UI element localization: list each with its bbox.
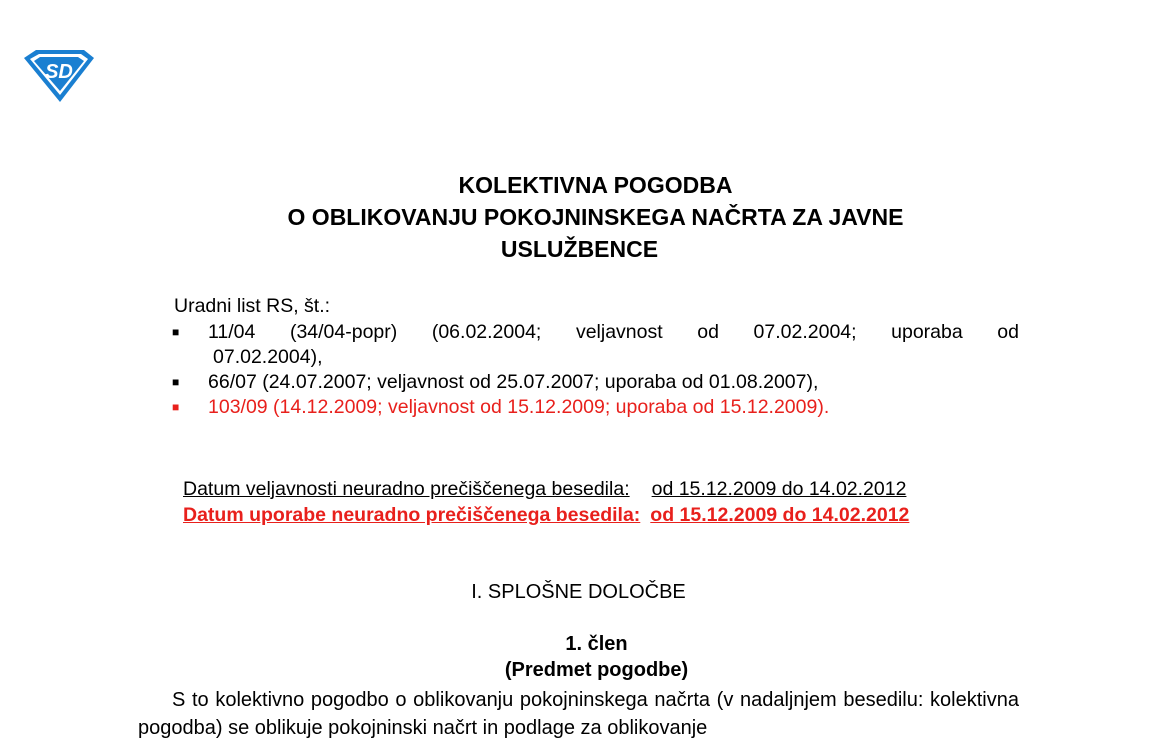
article-heading: (Predmet pogodbe): [504, 659, 689, 681]
article-body: S to kolektivno pogodbo o oblikovanju pokojninskega načrta (v nadaljnjem besedilu: kolektivna pogodba) se oblikuje pokojninski načrt in podlage za oblikovanje: [138, 689, 1019, 739]
use-row: [183, 502, 909, 528]
gazette-entry-text: 103/09 (14.12.2009; veljavnost od 15.12.2009; uporaba od 15.12.2009).: [208, 396, 830, 418]
document-title-line-3: USLUŽBENCE: [500, 236, 659, 262]
document-title-line-1: KOLEKTIVNA POGODBA: [458, 172, 733, 198]
bullet-icon: ■: [172, 325, 180, 339]
gazette-entry-text: 11/04 (34/04-popr) (06.02.2004; veljavnost od 07.02.2004; uporaba od: [208, 321, 1019, 343]
use-value: od 15.12.2009 do 14.02.2012: [650, 504, 910, 526]
gazette-entry-continuation: 07.02.2004),: [213, 346, 323, 368]
gazette-entry-current: [172, 395, 1019, 420]
gazette-heading: Uradni list RS, št.:: [174, 295, 331, 317]
validity-label: Datum veljavnosti neuradno prečiščenega besedila:: [183, 478, 630, 500]
gazette-list: [172, 320, 1019, 420]
gazette-entry: [172, 320, 1019, 370]
use-label: Datum uporabe neuradno prečiščenega besedila:: [183, 504, 641, 526]
gazette-entry: [172, 370, 1019, 395]
section-heading: I. SPLOŠNE DOLOČBE: [471, 581, 686, 603]
logo-letters: SD: [45, 61, 73, 83]
bullet-icon: ■: [172, 400, 180, 414]
validity-row: [183, 476, 909, 502]
validity-dates: [183, 476, 909, 528]
gazette-entry-text: 66/07 (24.07.2007; veljavnost od 25.07.2007; uporaba od 01.08.2007),: [208, 371, 819, 393]
sd-logo: [22, 48, 96, 104]
validity-value: od 15.12.2009 do 14.02.2012: [651, 478, 907, 500]
document-title-line-2: O OBLIKOVANJU POKOJNINSKEGA NAČRTA ZA JAVNE: [287, 204, 904, 230]
bullet-icon: ■: [172, 375, 180, 389]
article-number: 1. člen: [565, 633, 628, 655]
